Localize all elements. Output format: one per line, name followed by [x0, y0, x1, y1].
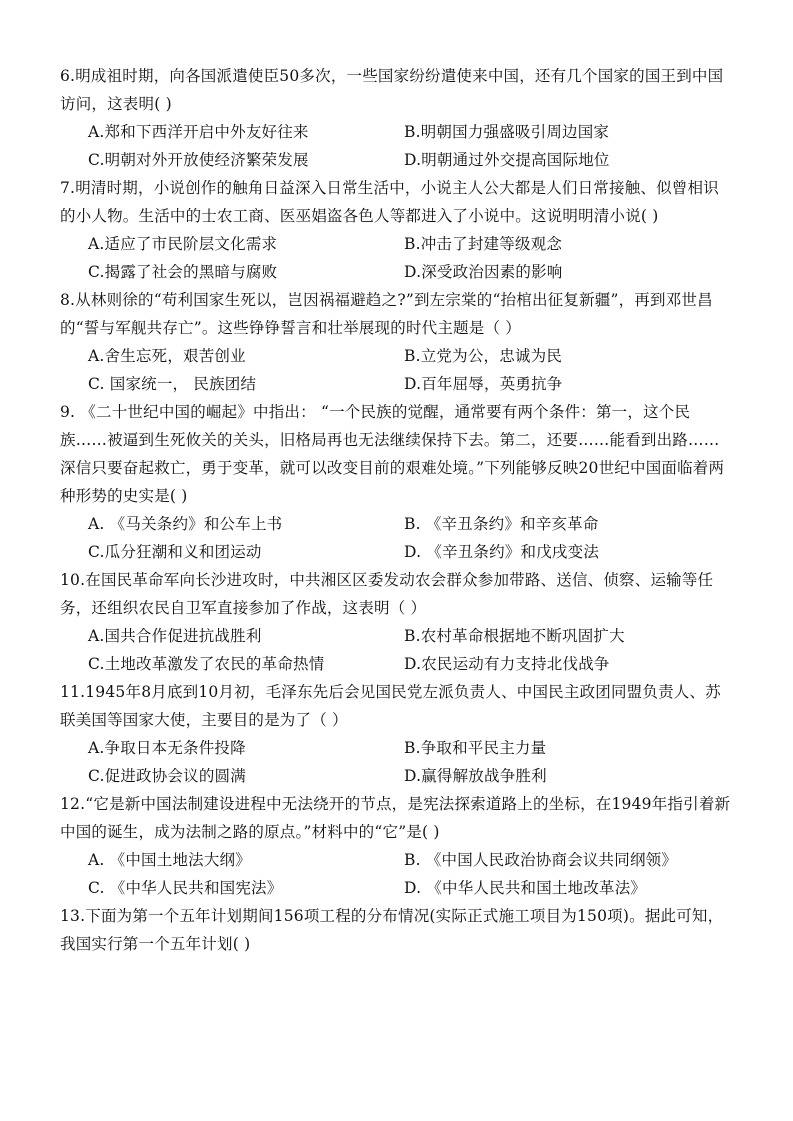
- option-b: B.明朝国力强盛吸引周边国家: [404, 123, 610, 141]
- exam-page: [60, 62, 732, 958]
- option-b: B.冲击了封建等级观念: [404, 235, 563, 253]
- option-b: B.立党为公，忠诚为民: [404, 347, 563, 365]
- option-d: D. 《辛丑条约》和戊戌变法: [404, 543, 600, 561]
- option-c: C. 《中华人民共和国宪法》: [88, 879, 283, 897]
- option-grid: [60, 622, 732, 678]
- option-d: D. 《中华人民共和国土地改革法》: [404, 879, 647, 897]
- option-c: C.促进政协会议的圆满: [88, 767, 246, 785]
- question-8: [60, 286, 732, 398]
- option-a: A.郑和下西洋开启中外友好往来: [88, 123, 309, 141]
- question-stem: 7.明清时期，小说创作的触角日益深入日常生活中，小说主人公大都是人们日常接触、似曾相识的小人物。生活中的士农工商、医巫娼盗各色人等都进入了小说中。这说明明清小说( ): [60, 179, 719, 225]
- question-stem: 8.从林则徐的“苟利国家生死以，岂因祸福避趋之?”到左宗棠的“抬棺出征复新疆”，再到邓世昌的“誓与军舰共存亡”。这些铮铮誓言和壮举展现的时代主题是（ ）: [60, 291, 713, 337]
- option-a: A.适应了市民阶层文化需求: [88, 235, 278, 253]
- question-stem: 12.“它是新中国法制建设进程中无法绕开的节点，是宪法探索道路上的坐标，在1949年指引着新中国的诞生，成为法制之路的原点。”材料中的“它”是( ): [60, 795, 731, 841]
- option-d: D.百年屈辱，英勇抗争: [404, 375, 563, 393]
- option-b: B.争取和平民主力量: [404, 739, 547, 757]
- option-b: B. 《中国人民政治协商会议共同纲领》: [404, 851, 678, 869]
- option-d: D.赢得解放战争胜利: [404, 767, 547, 785]
- option-d: D.深受政治因素的影响: [404, 263, 563, 281]
- option-a: A.争取日本无条件投降: [88, 739, 246, 757]
- option-a: A.舍生忘死，艰苦创业: [88, 347, 246, 365]
- option-c: C. 国家统一， 民族团结: [88, 375, 257, 393]
- option-a: A. 《中国土地法大纲》: [88, 851, 251, 869]
- question-11: [60, 678, 732, 790]
- question-9: [60, 398, 732, 566]
- option-d: D.农民运动有力支持北伐战争: [404, 655, 610, 673]
- option-c: C.明朝对外开放使经济繁荣发展: [88, 151, 309, 169]
- option-grid: [60, 510, 732, 566]
- question-13: [60, 902, 732, 958]
- question-12: [60, 790, 732, 902]
- question-7: [60, 174, 732, 286]
- option-c: C.土地改革激发了农民的革命热情: [88, 655, 325, 673]
- option-grid: [60, 734, 732, 790]
- option-grid: [60, 846, 732, 902]
- option-b: B.农村革命根据地不断巩固扩大: [404, 627, 625, 645]
- option-d: D.明朝通过外交提高国际地位: [404, 151, 610, 169]
- question-stem: 6.明成祖时期，向各国派遣使臣50多次，一些国家纷纷遣使来中国，还有几个国家的国王到中国访问，这表明( ): [60, 67, 724, 113]
- option-a: A. 《马关条约》和公车上书: [88, 515, 283, 533]
- question-stem: 9. 《二十世纪中国的崛起》中指出： “一个民族的觉醒，通常要有两个条件：第一，这个民族……被逼到生死攸关的关头，旧格局再也无法继续保持下去。第二，还要……能看到出路……深信只要奋起救亡，勇于变革，就可以改变目前的艰难处境。”下列能够反映20世纪中国面临着两种形势的史实是( ): [60, 403, 725, 505]
- question-stem: 10.在国民革命军向长沙进攻时，中共湘区区委发动农会群众参加带路、送信、侦察、运输等任务，还组织农民自卫军直接参加了作战，这表明（ ）: [60, 571, 714, 617]
- question-stem: 13.下面为第一个五年计划期间156项工程的分布情况(实际正式施工项目为150项)。据此可知，我国实行第一个五年计划( ): [60, 907, 724, 953]
- question-stem: 11.1945年8月底到10月初，毛泽东先后会见国民党左派负责人、中国民主政团同盟负责人、苏联美国等国家大使，主要目的是为了（ ）: [60, 683, 721, 729]
- option-grid: [60, 118, 732, 174]
- option-a: A.国共合作促进抗战胜利: [88, 627, 262, 645]
- option-c: C.揭露了社会的黑暗与腐败: [88, 263, 278, 281]
- question-6: [60, 62, 732, 174]
- option-b: B. 《辛丑条约》和辛亥革命: [404, 515, 599, 533]
- question-10: [60, 566, 732, 678]
- option-grid: [60, 230, 732, 286]
- option-grid: [60, 342, 732, 398]
- option-c: C.瓜分狂潮和义和团运动: [88, 543, 262, 561]
